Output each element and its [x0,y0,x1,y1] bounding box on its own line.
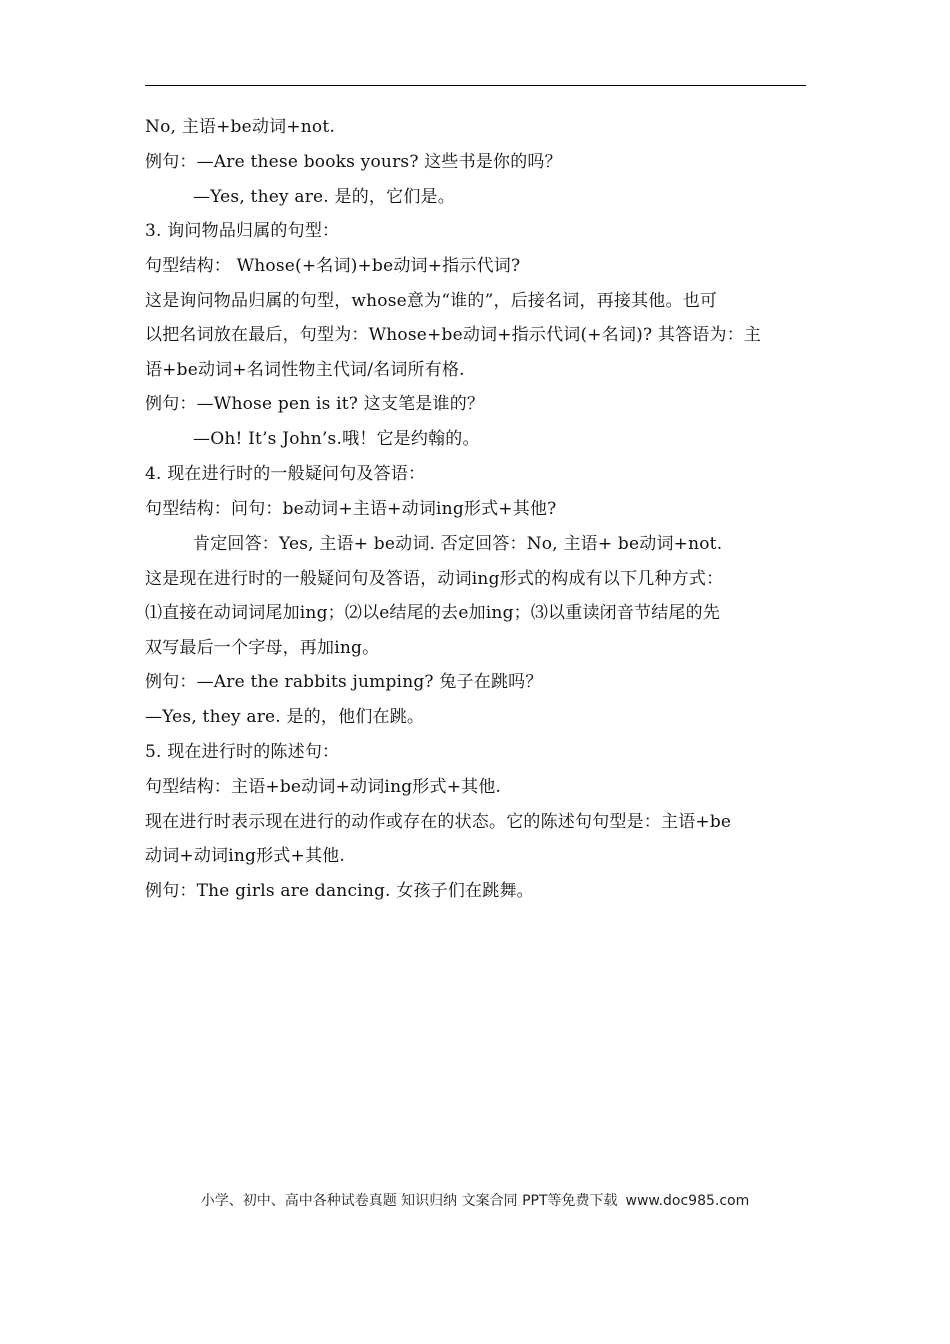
text-line: 动词+动词ing形式+其他. [145,846,345,866]
sentence-pattern: 句型结构：主语+be动词+动词ing形式+其他. [145,777,502,797]
text-line: 这是询问物品归属的句型，whose意为“谁的”，后接名词，再接其他。也可 [145,291,718,311]
footer-text: 小学、初中、高中各种试卷真题 知识归纳 文案合同 PPT等免费下载 [200,1193,618,1209]
sentence-pattern: 句型结构： Whose(+名词)+be动词+指示代词? [145,256,521,276]
example-answer: —Yes, they are. 是的，他们在跳。 [145,707,425,727]
section-heading: 5. 现在进行时的陈述句： [145,742,340,762]
answer-pattern: 肯定回答：Yes, 主语+ be动词. 否定回答：No, 主语+ be动词+not. [193,534,723,554]
page-footer [0,1186,950,1216]
header-rule [145,85,806,86]
example-answer: —Yes, they are. 是的，它们是。 [193,187,455,207]
footer-url[interactable]: www.doc985.com [625,1193,750,1209]
example-sentence: 例句：—Whose pen is it? 这支笔是谁的？ [145,394,485,414]
text-line: 以把名词放在最后，句型为：Whose+be动词+指示代词(+名词)? 其答语为：主 [145,325,762,345]
text-line: 这是现在进行时的一般疑问句及答语，动词ing形式的构成有以下几种方式： [145,569,724,589]
example-sentence: 例句：—Are these books yours? 这些书是你的吗？ [145,152,562,172]
text-line: 语+be动词+名词性物主代词/名词所有格. [145,360,465,380]
example-answer: —Oh! It’s John’s.哦！它是约翰的。 [193,429,480,449]
sentence-pattern: 句型结构：问句：be动词+主语+动词ing形式+其他? [145,499,557,519]
text-line: No, 主语+be动词+not. [145,117,335,137]
example-sentence: 例句：—Are the rabbits jumping? 兔子在跳吗？ [145,672,543,692]
section-heading: 4. 现在进行时的一般疑问句及答语： [145,464,426,484]
text-line: 双写最后一个字母，再加ing。 [145,638,380,658]
text-line: ⑴直接在动词词尾加ing；⑵以e结尾的去e加ing；⑶以重读闭音节结尾的先 [145,603,721,623]
example-sentence: 例句：The girls are dancing. 女孩子们在跳舞。 [145,881,534,901]
text-line: 现在进行时表示现在进行的动作或存在的状态。它的陈述句句型是：主语+be [145,812,732,832]
section-heading: 3. 询问物品归属的句型： [145,221,340,241]
